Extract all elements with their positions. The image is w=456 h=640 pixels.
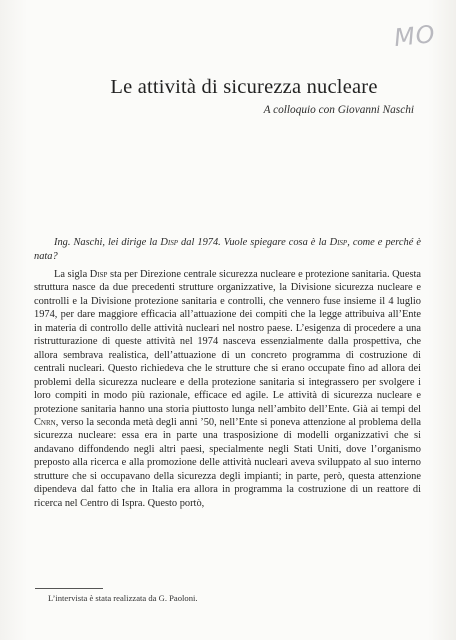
question-text-3: , come e perché è nata? — [34, 237, 421, 262]
article-title: Le attività di sicurezza nucleare — [110, 76, 378, 98]
question-text-1: Ing. Naschi, lei dirige la — [54, 237, 161, 248]
answer-acronym-2: Cnrn — [34, 416, 56, 428]
handwritten-margin-note: MO — [393, 19, 438, 53]
answer-text-2: sta per Direzione centrale sicurezza nucleare e protezione sanitaria. Questa struttura nasce da due precedenti strutture organizzative, la Divisione sicurezza nucleare e controlli e la Divisione protezione sanitaria e controlli, che vennero fuse insieme il 4 luglio 1974, per dare maggiore efficacia all’attuazione dei compiti che la legge attribuiva all’Ente in materia di controllo delle attività nucleari nel nostro paese. L’esigenza di procedere a una ristrutturazione di queste attività nel 1974 nasceva essenzialmente dalla prospettiva, che allora sembrava realistica, dell’attuazione di un concreto programma di costruzione di centrali nucleari. Questo richiedeva che le strutture che si erano occupate fino ad allora dei problemi della sicurezza nucleare e della protezione sanitaria si integrassero per svolgere i loro compiti in modo più razionale, efficace ed agile. Le attività di sicurezza nucleare e protezione sanitaria hanno una storia piuttosto lunga nell’ambito dell’Ente. Già ai tempi del — [34, 269, 422, 415]
question-acronym: Disp — [160, 237, 179, 248]
footnote-divider — [35, 588, 103, 589]
interview-answer — [34, 268, 421, 510]
question-text-2: dal 1974. Vuole spiegare cosa è la — [178, 237, 330, 248]
question-acronym-2: Disp — [329, 237, 348, 248]
article-subtitle: A colloquio con Giovanni Naschi — [263, 104, 414, 116]
footnote: L’intervista è stata realizzata da G. Paoloni. — [48, 593, 198, 603]
answer-text-1: La sigla — [54, 269, 90, 280]
interview-question — [34, 236, 421, 263]
answer-text-3: , verso la seconda metà degli anni ’50, nell’Ente si poneva attenzione al problema della sicurezza nucleare: essa era in parte una trasposizione di modelli organizzativi che si andavano diffondendo negli altri paesi, specialmente negli Stati Uniti, dove l’organismo preposto alla ricerca e alla promozione delle attività nucleari aveva sviluppato al suo interno strutture che si occupavano della sicurezza degli impianti; in parte, però, questa attenzione dipendeva dal fatto che in Italia era allora in programma la costruzione di un reattore di ricerca nel Centro di Ispra. Questo portò, — [34, 416, 421, 509]
answer-acronym: Disp — [89, 269, 108, 280]
